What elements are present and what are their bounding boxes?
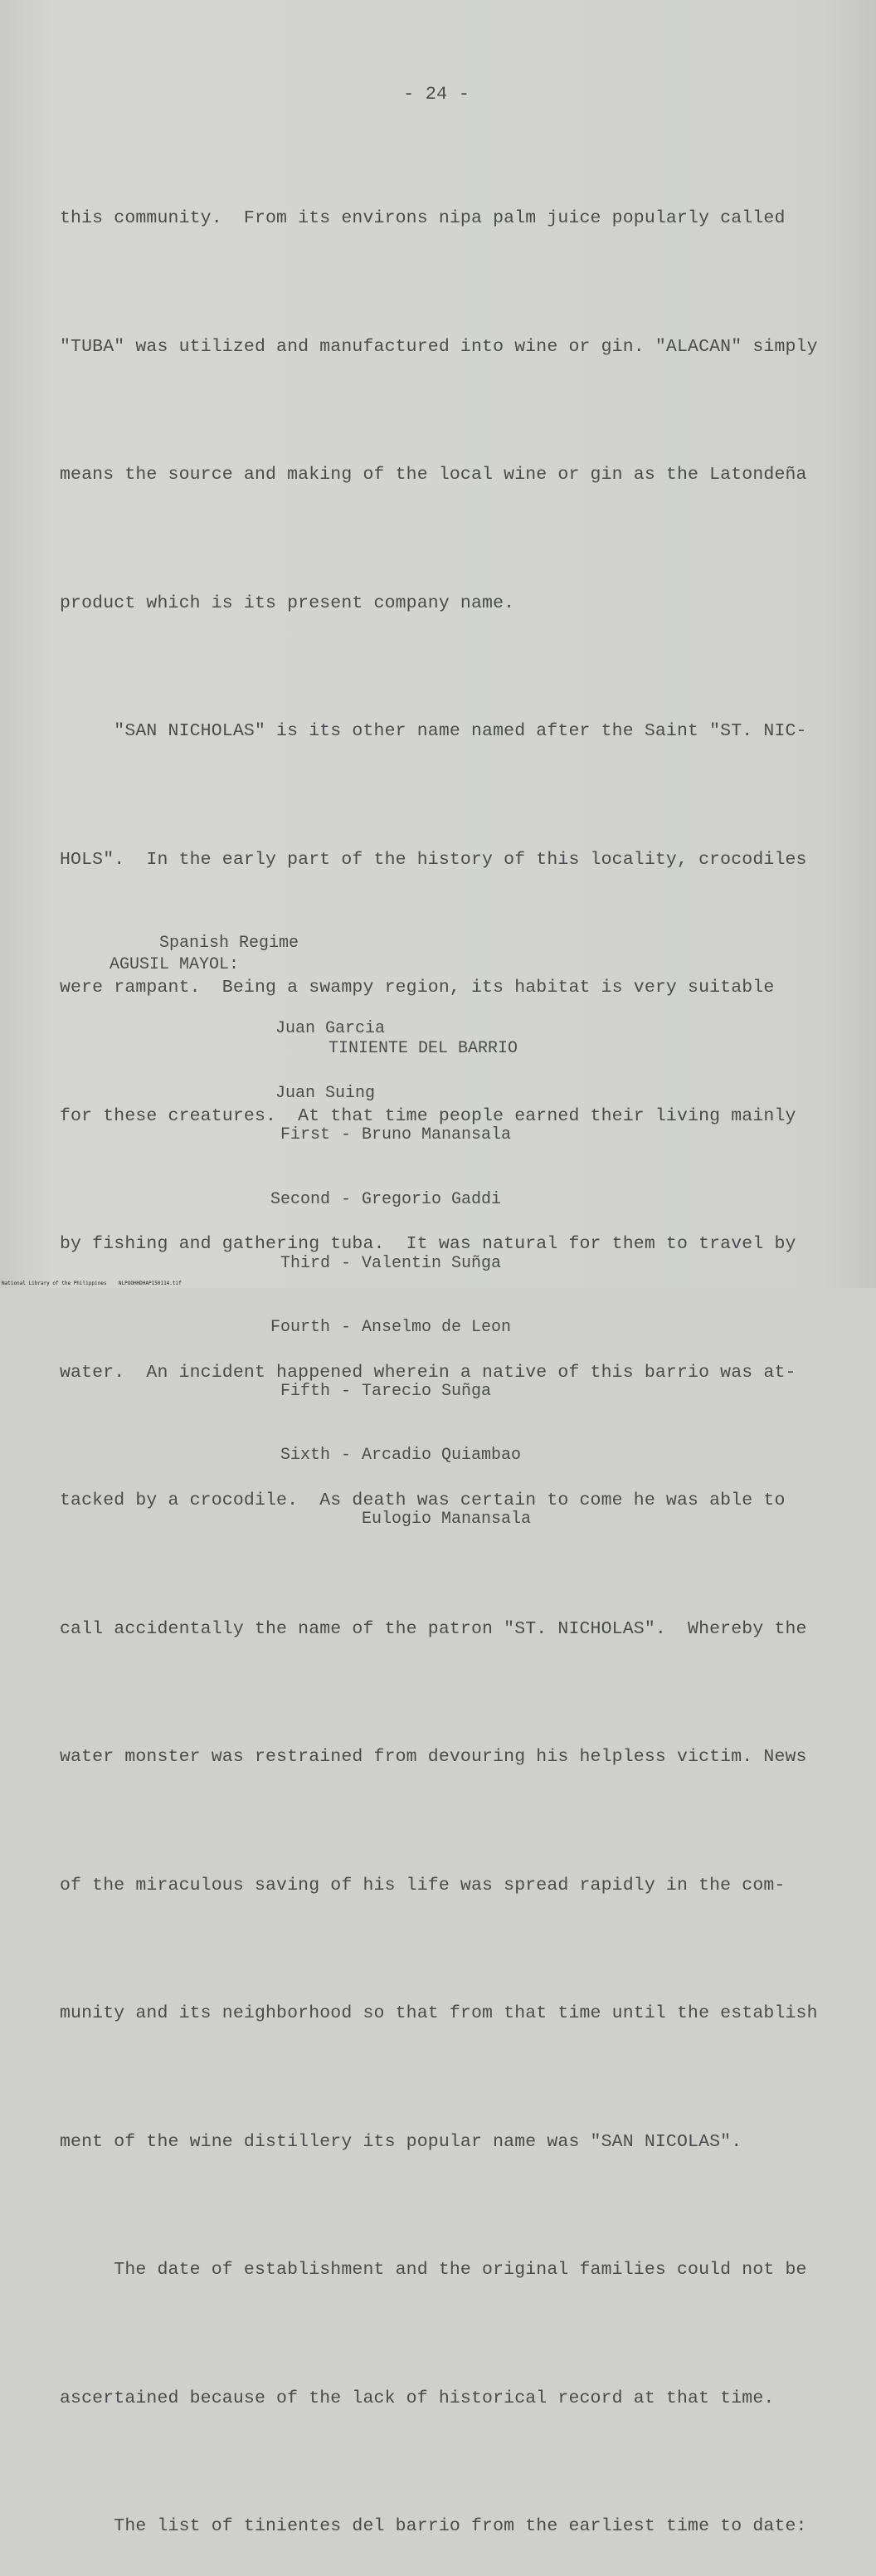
- text-line: The date of establishment and the original families could not be: [60, 2260, 807, 2280]
- teniente-row: [264, 1509, 531, 1530]
- teniente-row: [264, 1445, 531, 1466]
- text-line: call accidentally the name of the patron "ST. NICHOLAS". Whereby the: [60, 1618, 807, 1639]
- dash: -: [340, 1317, 351, 1337]
- text-line: "SAN NICHOLAS" is its other name named after the Saint "ST. NIC-: [60, 721, 807, 741]
- dash: -: [340, 1445, 351, 1465]
- text-line: this community. From its environs nipa palm juice popularly called: [60, 208, 786, 228]
- teniente-row: [264, 1125, 531, 1146]
- text-line: for these creatures. At that time people earned their living mainly: [60, 1105, 796, 1126]
- teniente-row: [264, 1317, 531, 1339]
- teniente-row: [264, 1253, 531, 1275]
- teniente-ordinal: Third: [280, 1253, 330, 1273]
- teniente-ordinal: Fifth: [280, 1381, 330, 1401]
- teniente-title: TINIENTE DEL BARRIO: [328, 1039, 518, 1058]
- teniente-name: Anselmo de Leon: [362, 1317, 512, 1337]
- teniente-name: Valentin Suñga: [362, 1253, 502, 1273]
- teniente-name: Eulogio Manansala: [362, 1510, 532, 1530]
- teniente-list: [264, 1082, 531, 1573]
- teniente-name: Tarecio Suñga: [362, 1381, 492, 1401]
- text-line: of the miraculous saving of his life was spread rapidly in the com-: [60, 1875, 786, 1895]
- text-line: by fishing and gathering tuba. It was natural for them to travel by: [60, 1234, 796, 1254]
- page-number: - 24 -: [403, 84, 470, 105]
- agusil-mayor-label: AGUSIL MAYOL:: [110, 955, 240, 974]
- footer-caption: National Library of the Philippines NLPOOHHDHAP150114.tif: [2, 1281, 182, 1286]
- text-line: munity and its neighborhood so that from that time until the establish: [60, 2003, 818, 2023]
- text-line: water. An incident happened wherein a native of this barrio was at-: [60, 1362, 796, 1383]
- spanish-regime-label: Spanish Regime: [159, 934, 299, 953]
- text-line: ment of the wine distillery its popular name was "SAN NICOLAS".: [60, 2131, 742, 2152]
- text-line: "TUBA" was utilized and manufactured into wine or gin. "ALACAN" simply: [60, 336, 818, 357]
- teniente-name: Arcadio Quiambao: [362, 1445, 522, 1465]
- dash: -: [340, 1381, 351, 1401]
- teniente-name: Gregorio Gaddi: [362, 1189, 502, 1209]
- text-line: The list of tinientes del barrio from the earliest time to date:: [60, 2516, 807, 2536]
- teniente-ordinal: First: [280, 1125, 330, 1145]
- text-line: tacked by a crocodile. As death was certain to come he was able to: [60, 1490, 786, 1510]
- text-line: means the source and making of the local wine or gin as the Latondeña: [60, 465, 807, 485]
- teniente-ordinal: Sixth: [280, 1445, 330, 1465]
- dash: -: [340, 1125, 351, 1145]
- dash: -: [340, 1253, 351, 1273]
- agusil-name: Juan Garcia: [275, 1019, 386, 1039]
- text-line: product which is its present company name.: [60, 593, 515, 613]
- teniente-ordinal: Fourth: [270, 1317, 330, 1337]
- text-line: ascertained because of the lack of historical record at that time.: [60, 2388, 775, 2408]
- text-line: HOLS". In the early part of the history of this locality, crocodiles: [60, 849, 807, 870]
- teniente-row: [264, 1381, 531, 1403]
- teniente-name: Bruno Manansala: [362, 1125, 512, 1145]
- text-line: water monster was restrained from devouring his helpless victim. News: [60, 1747, 807, 1767]
- agusil-name: Juan Suing: [275, 1083, 376, 1103]
- teniente-ordinal: Second: [270, 1189, 330, 1209]
- dash: -: [340, 1189, 351, 1209]
- text-line: were rampant. Being a swampy region, its habitat is very suitable: [60, 978, 775, 998]
- teniente-row: [264, 1189, 531, 1211]
